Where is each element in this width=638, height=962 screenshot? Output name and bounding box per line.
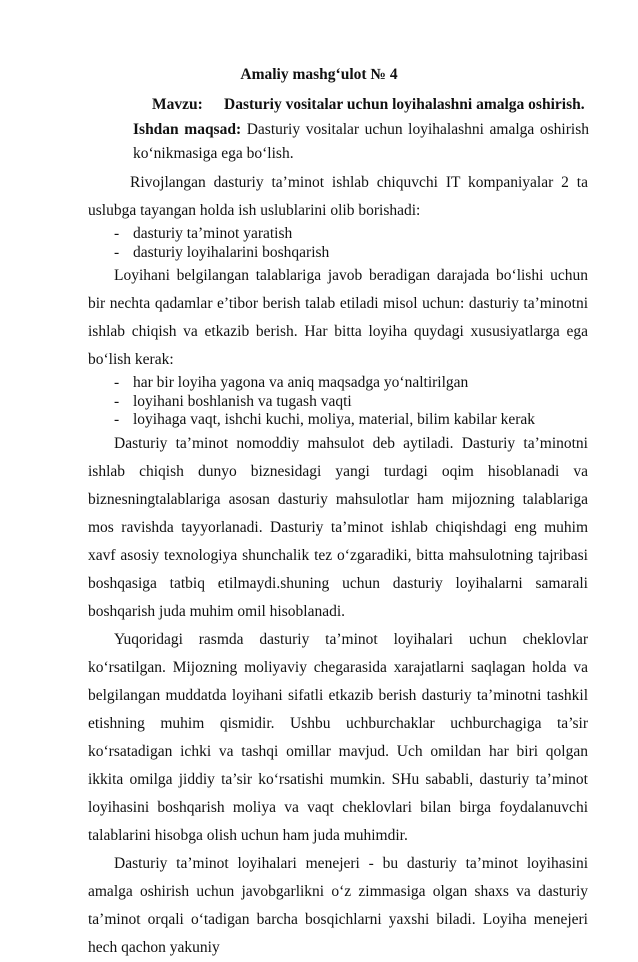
topic-line	[152, 96, 592, 114]
goal-text-2: ko‘nikmasiga ega bo‘lish.	[133, 145, 294, 162]
goal-text-1: Dasturiy vositalar uchun loyihalashni amalga oshirish	[241, 121, 589, 138]
paragraph-2: Loyihani belgilangan talablariga javob beradigan darajada bo‘lishi uchun bir nechta qadamlar e’tibor berish talab etiladi misol uchun: dasturiy ta’minotni ishlab chiqish va etkazib berish. Har bitta loyiha quydagi xususiyatlarga ega bo‘lish kerak:	[88, 267, 588, 368]
list-item: - har bir loyiha yagona va aniq maqsadga yo‘naltirilgan	[114, 374, 469, 391]
body-text	[88, 169, 588, 962]
topic-text: Dasturiy vositalar uchun loyihalashni amalga oshirish.	[224, 96, 585, 113]
list-item: - loyihani boshlanish va tugash vaqti	[114, 392, 352, 410]
paragraph-5: Dasturiy ta’minot loyihalari menejeri - bu dasturiy ta’minot loyihasini amalga oshirish uchun javobgarlikni o‘z zimmasiga olgan shaxs va dasturiy ta’minot orqali o‘tadigan barcha bosqichlarni yaxshi biladi. Loyiha menejeri hech qachon yakuniy	[88, 854, 588, 956]
bullet-list-2	[88, 374, 588, 430]
paragraph-1: Rivojlangan dasturiy ta’minot ishlab chiquvchi IT kompaniyalar 2 ta uslubga tayangan holda ish uslublarini olib borishadi:	[88, 174, 588, 219]
goal-line-1	[133, 118, 589, 142]
topic-label: Mavzu:	[152, 96, 203, 113]
goal-block	[133, 118, 589, 166]
paragraph-3: Dasturiy ta’minot nomoddiy mahsulot deb aytiladi. Dasturiy ta’minotni ishlab chiqish dunyo biznesidagi yangi turdagi oqim hisoblanadi va biznesningtalablariga asosan dasturiy mahsulotlar ham mijozning talablariga mos ravishda tayyorlanadi. Dasturiy ta’minot ishlab chiqishdagi eng muhim xavf asosiy texnologiya shunchalik tez o‘zgaradiki, bitta mahsulotning tajribasi boshqasiga tatbiq etilmaydi.shuning uchun dasturiy loyihalarni samarali boshqarish juda muhim omil hisoblanadi.	[88, 434, 588, 620]
paragraph-4: Yuqoridagi rasmda dasturiy ta’minot loyihalari uchun cheklovlar ko‘rsatilgan. Mijozning moliyaviy chegarasida xarajatlarni saqlagan holda va belgilangan muddatda loyihani sifatli etkazib berish dasturiy ta’minotni tashkil etishning muhim qismidir. Ushbu uchburchaklar uchburchagiga ta’sir ko‘rsatadigan ichki va tashqi omillar mavjud. Uch omildan har biri qolgan ikkita omilga jiddiy ta’sir ko‘rsatishi mumkin. SHu sababli, dasturiy ta’minot loyihasini boshqarish moliya va vaqt cheklovlari bilan birga foydalanuvchi talablarini hisobga olish uchun ham juda muhimdir.	[88, 630, 588, 844]
list-item: - dasturiy loyihalarini boshqarish	[114, 243, 330, 261]
bullet-list-1	[88, 225, 588, 262]
list-item: - dasturiy ta’minot yaratish	[114, 225, 293, 242]
goal-label: Ishdan maqsad:	[133, 121, 242, 138]
page-title: Amaliy mashg‘ulot № 4	[240, 66, 398, 83]
list-item: - loyihaga vaqt, ishchi kuchi, moliya, material, bilim kabilar kerak	[114, 411, 536, 428]
